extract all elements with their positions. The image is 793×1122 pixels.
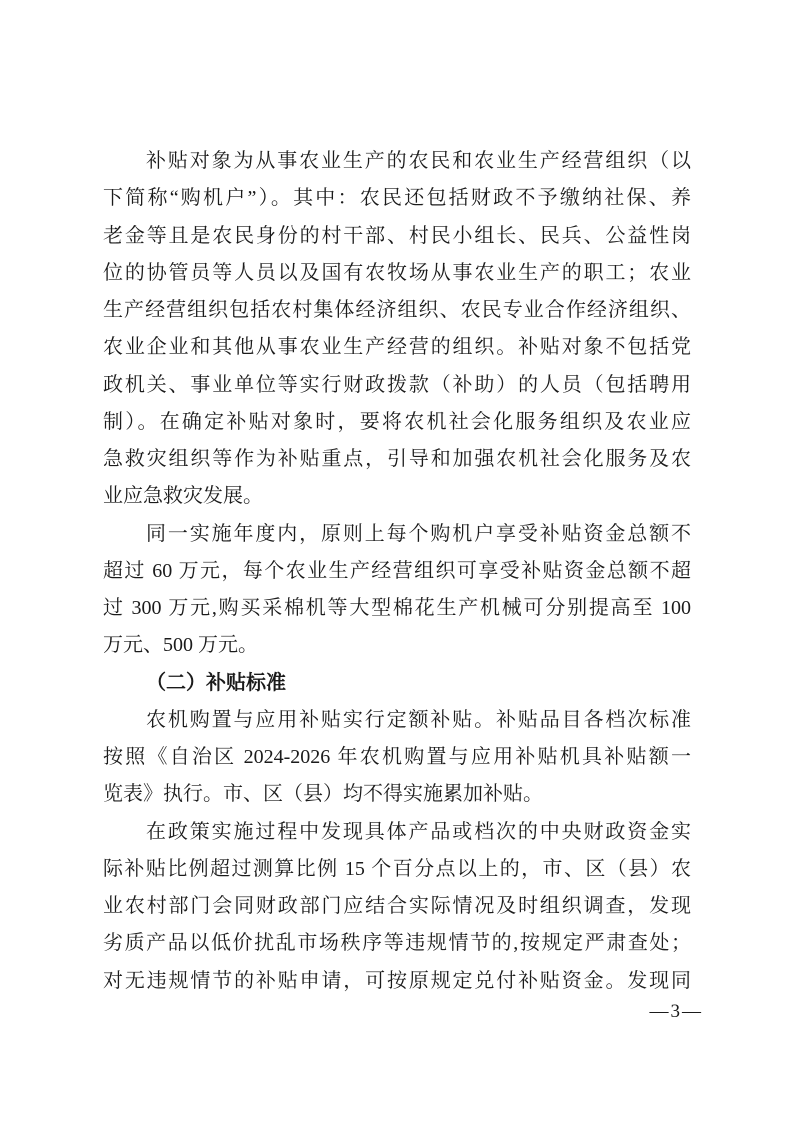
- text-line: 农机购置与应用补贴实行定额补贴。补贴品目各档次标准: [146, 708, 691, 731]
- text-line: 补贴对象为从事农业生产的农民和农业生产经营组织（以: [146, 150, 691, 172]
- text-line: 政机关、事业单位等实行财政拨款（补助）的人员（包括聘用: [103, 373, 691, 396]
- text-line: 万元、500 万元。: [103, 634, 258, 657]
- text-line: 下简称“购机户”）。其中：农民还包括财政不予缴纳社保、养: [103, 187, 691, 210]
- text-line: 生产经营组织包括农村集体经济组织、农民专业合作经济组织、: [103, 299, 691, 321]
- text-line: 按照《自治区 2024-2026 年农机购置与应用补贴机具补贴额一: [103, 746, 691, 768]
- text-line: 际补贴比例超过测算比例 15 个百分点以上的，市、区（县）农: [103, 857, 691, 880]
- heading-line: （二）补贴标准: [146, 671, 286, 694]
- text-line: 农业企业和其他从事农业生产经营的组织。补贴对象不包括党: [103, 336, 691, 359]
- text-line: 对无违规情节的补贴申请，可按原规定兑付补贴资金。发现同: [103, 969, 691, 992]
- text-line: 位的协管员等人员以及国有农牧场从事农业生产的职工；农业: [103, 261, 691, 284]
- document-body: [103, 143, 691, 1000]
- page-number: —3—: [649, 1001, 703, 1022]
- text-line: 览表》执行。市、区（县）均不得实施累加补贴。: [103, 783, 543, 806]
- para-subsidy-standard: [103, 702, 691, 814]
- para-subsidy-recipients: [103, 143, 691, 516]
- text-line: 过 300 万元,购买采棉机等大型棉花生产机械可分别提高至 100: [103, 597, 691, 619]
- para-violation-handling: [103, 814, 691, 1000]
- text-line: 制）。在确定补贴对象时，要将农机社会化服务组织及农业应: [103, 410, 691, 433]
- text-line: 在政策实施过程中发现具体产品或档次的中央财政资金实: [146, 820, 691, 843]
- text-line: 劣质产品以低价扰乱市场秩序等违规情节的,按规定严肃查处；: [103, 932, 691, 955]
- text-line: 急救灾组织等作为补贴重点，引导和加强农机社会化服务及农: [103, 448, 691, 470]
- text-line: 超过 60 万元，每个农业生产经营组织可享受补贴资金总额不超: [103, 559, 691, 582]
- text-line: 业农村部门会同财政部门应结合实际情况及时组织调查，发现: [103, 895, 691, 917]
- text-line: 老金等且是农民身份的村干部、村民小组长、民兵、公益性岗: [103, 224, 691, 247]
- text-line: 同一实施年度内，原则上每个购机户享受补贴资金总额不: [146, 522, 691, 545]
- para-subsidy-caps: [103, 516, 691, 665]
- text-line: 业应急救灾发展。: [103, 485, 263, 508]
- heading-subsidy-standard: [103, 665, 691, 702]
